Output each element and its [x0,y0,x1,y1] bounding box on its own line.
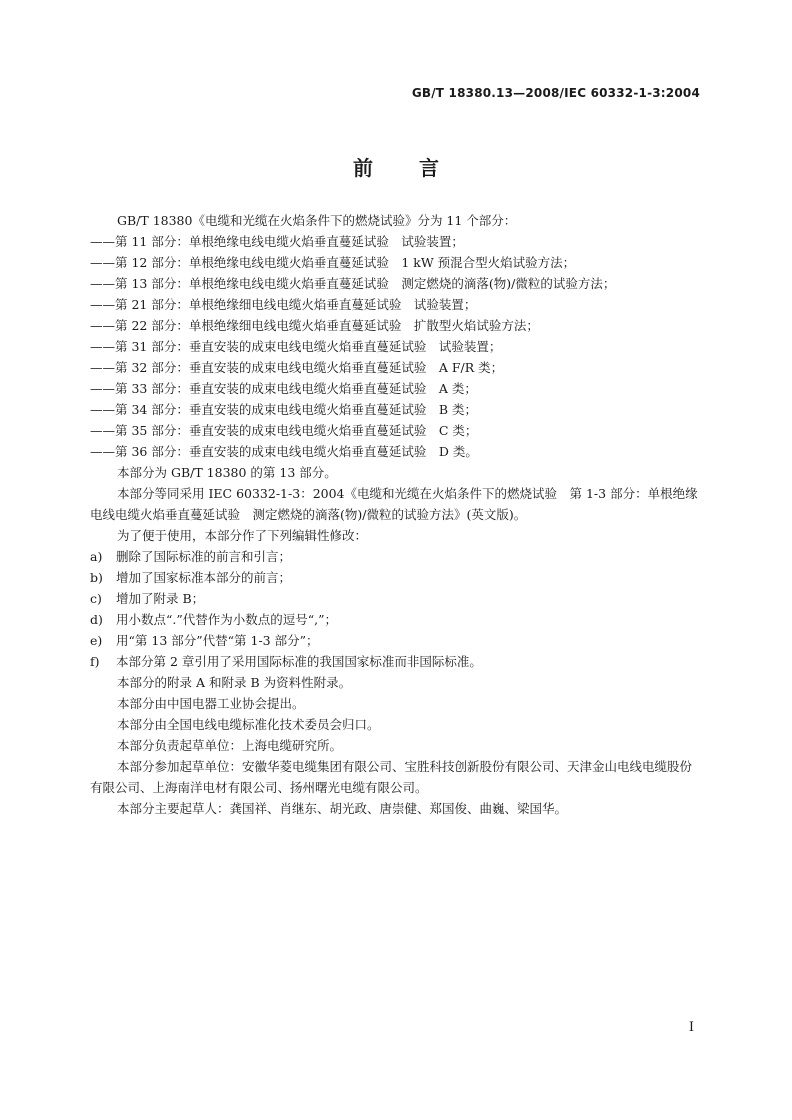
part-item: ——第 35 部分：垂直安装的成束电线电缆火焰垂直蔓延试验 C 类； [90,423,478,438]
edit-marker: d) [90,612,103,627]
foreword-body [90,210,704,819]
part-item: ——第 32 部分：垂直安装的成束电线电缆火焰垂直蔓延试验 A F/R 类； [90,360,504,375]
edits-list [90,546,704,672]
drafting-unit-paragraph: 本部分负责起草单位：上海电缆研究所。 [117,738,343,753]
edit-text: 增加了国家标准本部分的前言； [116,570,292,585]
edit-marker: f) [90,654,100,669]
edit-text: 删除了国际标准的前言和引言； [116,549,292,564]
edit-text: 用“第 13 部分”代替“第 1-3 部分”； [116,633,319,648]
standard-number-header: GB/T 18380.13—2008/IEC 60332-1-3:2004 [411,86,700,100]
part-item: ——第 36 部分：垂直安装的成束电线电缆火焰垂直蔓延试验 D 类。 [90,444,478,459]
part-item: ——第 21 部分：单根绝缘细电线电缆火焰垂直蔓延试验 试验装置； [90,297,477,312]
page-number: I [688,1020,694,1035]
title-char-2: 言 [419,156,439,180]
edit-item [90,567,704,588]
edit-marker: b) [90,570,103,585]
part-item: ——第 34 部分：垂直安装的成束电线电缆火焰垂直蔓延试验 B 类； [90,402,478,417]
edit-item [90,546,704,567]
edit-item [90,651,704,672]
part-item: ——第 22 部分：单根绝缘细电线电缆火焰垂直蔓延试验 扩散型火焰试验方法； [90,318,539,333]
drafters-paragraph: 本部分主要起草人：龚国祥、肖继东、胡光政、唐崇健、郑国俊、曲巍、梁国华。 [117,801,568,816]
parts-list [90,231,704,462]
part-item: ——第 33 部分：垂直安装的成束电线电缆火焰垂直蔓延试验 A 类； [90,381,477,396]
participants-paragraph: 本部分参加起草单位：安徽华菱电缆集团有限公司、宝胜科技创新股份有限公司、天津金山电线电缆股份有限公司、上海南洋电材有限公司、扬州曙光电缆有限公司。 [90,759,693,795]
part-item: ——第 11 部分：单根绝缘电线电缆火焰垂直蔓延试验 试验装置； [90,234,464,249]
managed-by-paragraph: 本部分由全国电线电缆标准化技术委员会归口。 [117,717,380,732]
edit-marker: c) [90,591,102,606]
edit-marker: e) [90,633,103,648]
intro-paragraph: GB/T 18380《电缆和光缆在火焰条件下的燃烧试验》分为 11 个部分： [117,213,517,228]
edit-item [90,588,704,609]
title-char-1: 前 [353,156,373,180]
part-item: ——第 12 部分：单根绝缘电线电缆火焰垂直蔓延试验 1 kW 预混合型火焰试验方法； [90,255,576,270]
edit-item [90,609,704,630]
adoption-paragraph: 本部分等同采用 IEC 60332-1-3：2004《电缆和光缆在火焰条件下的燃烧试验 第 1-3 部分：单根绝缘电线电缆火焰垂直蔓延试验 测定燃烧的滴落(物)/微粒的试验方法》(英文版)。 [90,486,698,522]
page-title [0,152,792,181]
part-item: ——第 13 部分：单根绝缘电线电缆火焰垂直蔓延试验 测定燃烧的滴落(物)/微粒的试验方法； [90,276,616,291]
edit-item [90,630,704,651]
edit-marker: a) [90,549,103,564]
part-item: ——第 31 部分：垂直安装的成束电线电缆火焰垂直蔓延试验 试验装置； [90,339,502,354]
edit-text: 用小数点“.”代替作为小数点的逗号“,”； [116,612,338,627]
proposed-by-paragraph: 本部分由中国电器工业协会提出。 [117,696,305,711]
edit-text: 本部分第 2 章引用了采用国际标准的我国国家标准而非国际标准。 [116,654,482,669]
edit-text: 增加了附录 B； [116,591,205,606]
annex-note-paragraph: 本部分的附录 A 和附录 B 为资料性附录。 [117,675,352,690]
edit-intro-paragraph: 为了便于使用，本部分作了下列编辑性修改： [117,528,368,543]
this-part-paragraph: 本部分为 GB/T 18380 的第 13 部分。 [117,465,337,480]
